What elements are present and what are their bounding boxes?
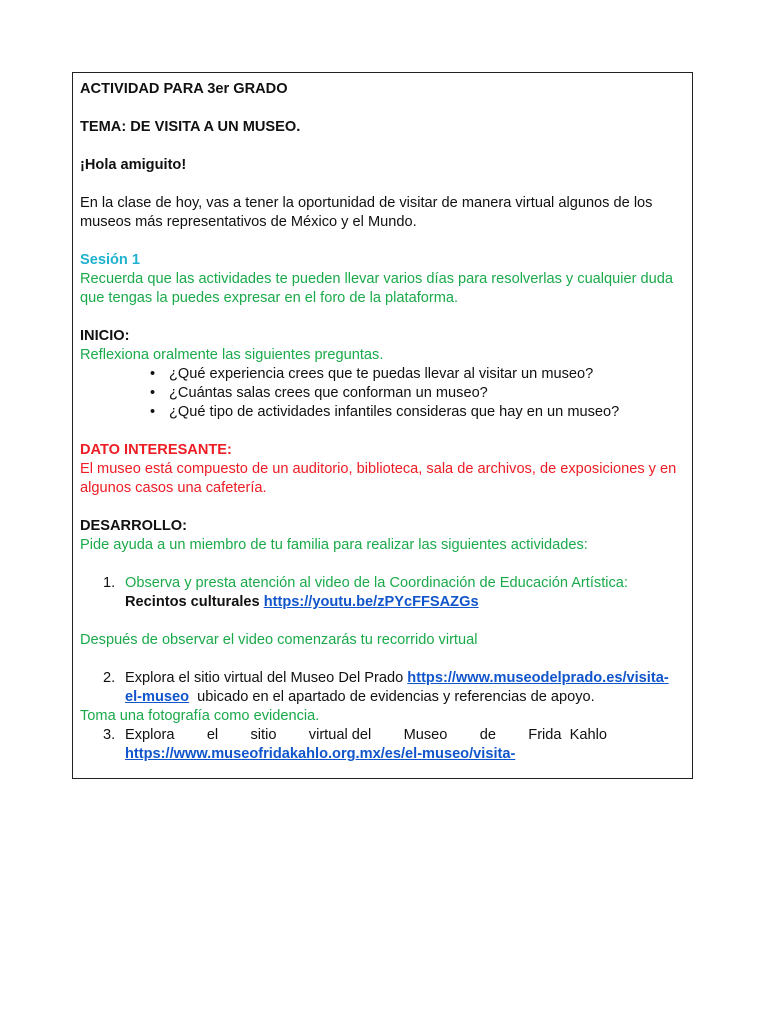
greeting: ¡Hola amiguito!	[80, 157, 187, 173]
item-3-word: el	[206, 727, 219, 743]
dato-line-2: algunos casos una cafetería.	[80, 480, 267, 496]
item-number: 2.	[103, 670, 116, 686]
item-number: 3.	[103, 727, 116, 743]
desarrollo-heading: DESARROLLO:	[80, 518, 188, 534]
youtube-link[interactable]: https://youtu.be/zPYcFFSAZGs	[263, 594, 479, 610]
activity-item-1	[80, 574, 686, 612]
item-1-text: Observa y presta atención al video de la Coordinación de Educación Artística:	[125, 575, 628, 591]
item-2-text: Explora el sitio virtual del Museo Del Prado	[125, 670, 404, 686]
item-3-word: Explora	[125, 727, 175, 743]
item-number: 1.	[103, 575, 116, 591]
inicio-prompt: Reflexiona oralmente las siguientes preguntas.	[80, 347, 384, 363]
desarrollo-prompt: Pide ayuda a un miembro de tu familia para realizar las siguientes actividades:	[80, 537, 588, 553]
item-3-word: Frida Kahlo	[528, 727, 607, 743]
session-title: Sesión 1	[80, 252, 141, 268]
dato-heading: DATO INTERESANTE:	[80, 442, 232, 458]
intro-line-2: museos más representativos de México y el Mundo.	[80, 214, 417, 230]
item-3-word: de	[479, 727, 496, 743]
bullet-icon: •	[150, 404, 156, 420]
question-list	[80, 365, 686, 422]
item-3-word: virtual del	[308, 727, 372, 743]
intro-line-1: En la clase de hoy, vas a tener la oportunidad de visitar de manera virtual algunos de los	[80, 195, 653, 211]
item-2-rest: ubicado en el apartado de evidencias y referencias de apoyo.	[189, 689, 595, 705]
list-item	[80, 384, 686, 403]
bullet-icon: •	[150, 366, 156, 382]
item-3-word: sitio	[250, 727, 277, 743]
question-text: ¿Cuántas salas crees que conforman un museo?	[169, 385, 488, 401]
activity-box	[72, 72, 693, 779]
question-text: ¿Qué experiencia crees que te puedas llevar al visitar un museo?	[169, 366, 594, 382]
topic-heading: TEMA: DE VISITA A UN MUSEO.	[80, 119, 301, 135]
prado-link-part-2[interactable]: el-museo	[125, 689, 190, 705]
inicio-heading: INICIO:	[80, 328, 130, 344]
item-3-word: Museo	[403, 727, 448, 743]
session-line-1: Recuerda que las actividades te pueden llevar varios días para resolverlas y cualquier duda	[80, 271, 674, 287]
session-line-2: que tengas la puedes expresar en el foro de la plataforma.	[80, 290, 459, 306]
list-item	[80, 365, 686, 384]
after-video-text: Después de observar el video comenzarás tu recorrido virtual	[80, 632, 478, 648]
activity-title: ACTIVIDAD PARA 3er GRADO	[80, 81, 288, 97]
activity-item-3	[80, 726, 686, 764]
item-3-text	[125, 726, 607, 745]
question-text: ¿Qué tipo de actividades infantiles consideras que hay en un museo?	[169, 404, 620, 420]
bullet-icon: •	[150, 385, 156, 401]
prado-link-part-1[interactable]: https://www.museodelprado.es/visita-	[407, 670, 669, 686]
frida-kahlo-link[interactable]: https://www.museofridakahlo.org.mx/es/el-museo/visita-	[125, 746, 516, 762]
list-item	[80, 403, 686, 422]
item-1-label: Recintos culturales	[125, 594, 260, 610]
photo-evidence-text: Toma una fotografía como evidencia.	[80, 708, 320, 724]
activity-item-2	[80, 669, 686, 707]
dato-line-1: El museo está compuesto de un auditorio, biblioteca, sala de archivos, de exposiciones y en	[80, 461, 677, 477]
